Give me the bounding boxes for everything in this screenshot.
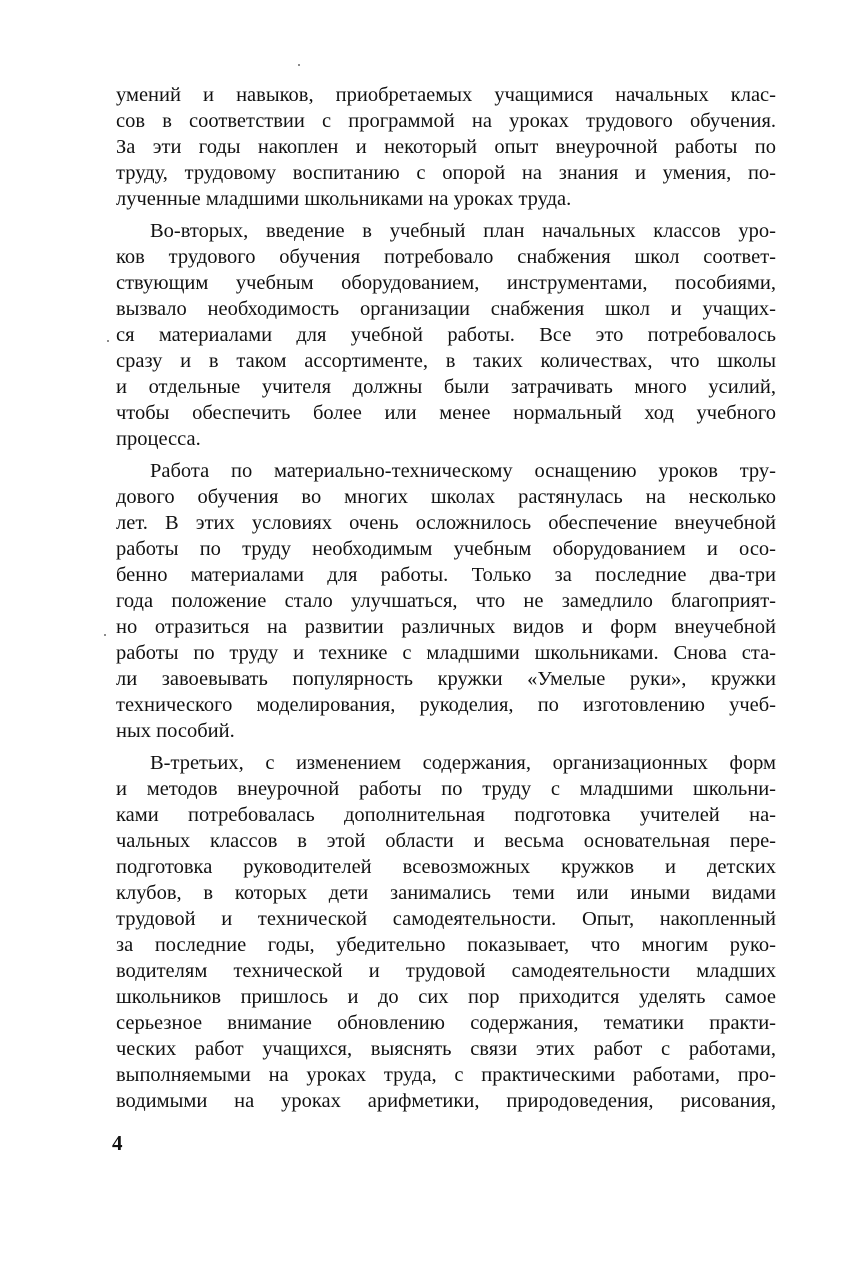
text-line: и отдельные учителя должны были затрачивать много усилий, [116,376,776,398]
text-line: водителям технической и трудовой самодеятельности младших [116,960,776,982]
body-text [116,82,776,1120]
text-line: Во-вторых, введение в учебный план начальных классов уро- [150,220,776,242]
text-line: За эти годы накоплен и некоторый опыт внеурочной работы по [116,136,776,158]
text-line: но отразиться на развитии различных видов и форм внеучебной [116,616,776,638]
text-line: и методов внеурочной работы по труду с младшими школьни- [116,778,776,800]
text-line: водимыми на уроках арифметики, природоведения, рисования, [116,1090,776,1112]
text-line: дового обучения во многих школах растянулась на несколько [116,486,776,508]
text-line: подготовка руководителей всевозможных кружков и детских [116,856,776,878]
text-line: лет. В этих условиях очень осложнилось обеспечение внеучебной [116,512,776,534]
text-line: Работа по материально-техническому оснащению уроков тру- [150,460,776,482]
paragraph-3 [116,458,776,744]
text-line: труду, трудовому воспитанию с опорой на знания и умения, по- [116,162,776,184]
text-line: ных пособий. [116,720,235,742]
text-line: ческих работ учащихся, выяснять связи этих работ с работами, [116,1038,776,1060]
text-line: клубов, в которых дети занимались теми или иными видами [116,882,776,904]
page-number: 4 [112,1131,123,1155]
text-line: серьезное внимание обновлению содержания, тематики практи- [116,1012,776,1034]
text-line: бенно материалами для работы. Только за последние два-три [116,564,776,586]
text-line: работы по труду необходимым учебным оборудованием и осо- [116,538,776,560]
text-line: ками потребовалась дополнительная подготовка учителей на- [116,804,776,826]
scan-speck [298,64,300,66]
paragraph-4 [116,750,776,1114]
text-line: года положение стало улучшаться, что не замедлило благоприят- [116,590,776,612]
text-line: за последние годы, убедительно показывает, что многим руко- [116,934,776,956]
text-line: вызвало необходимость организации снабжения школ и учащих- [116,298,776,320]
text-line: сразу и в таком ассортименте, в таких количествах, что школы [116,350,776,372]
text-line: В-третьих, с изменением содержания, организационных форм [150,752,776,774]
paragraph-1 [116,82,776,212]
text-line: чальных классов в этой области и весьма основательная пере- [116,830,776,852]
text-line: лученные младшими школьниками на уроках труда. [116,188,572,210]
text-line: чтобы обеспечить более или менее нормальный ход учебного [116,402,776,424]
text-line: ков трудового обучения потребовало снабжения школ соответ- [116,246,776,268]
paragraph-2 [116,218,776,452]
text-line: ствующим учебным оборудованием, инструментами, пособиями, [116,272,776,294]
text-line: процесса. [116,428,201,450]
text-line: трудовой и технической самодеятельности. Опыт, накопленный [116,908,776,930]
text-line: технического моделирования, рукоделия, по изготовлению учеб- [116,694,776,716]
scan-speck [104,634,106,636]
text-line: ся материалами для учебной работы. Все это потребовалось [116,324,776,346]
text-line: выполняемыми на уроках труда, с практическими работами, про- [116,1064,776,1086]
text-line: умений и навыков, приобретаемых учащимися начальных клас- [116,84,776,106]
scan-speck [107,340,109,342]
text-line: сов в соответствии с программой на уроках трудового обучения. [116,110,776,132]
text-line: школьников пришлось и до сих пор приходится уделять самое [116,986,776,1008]
text-line: работы по труду и технике с младшими школьниками. Снова ста- [116,642,776,664]
text-line: ли завоевывать популярность кружки «Умелые руки», кружки [116,668,776,690]
